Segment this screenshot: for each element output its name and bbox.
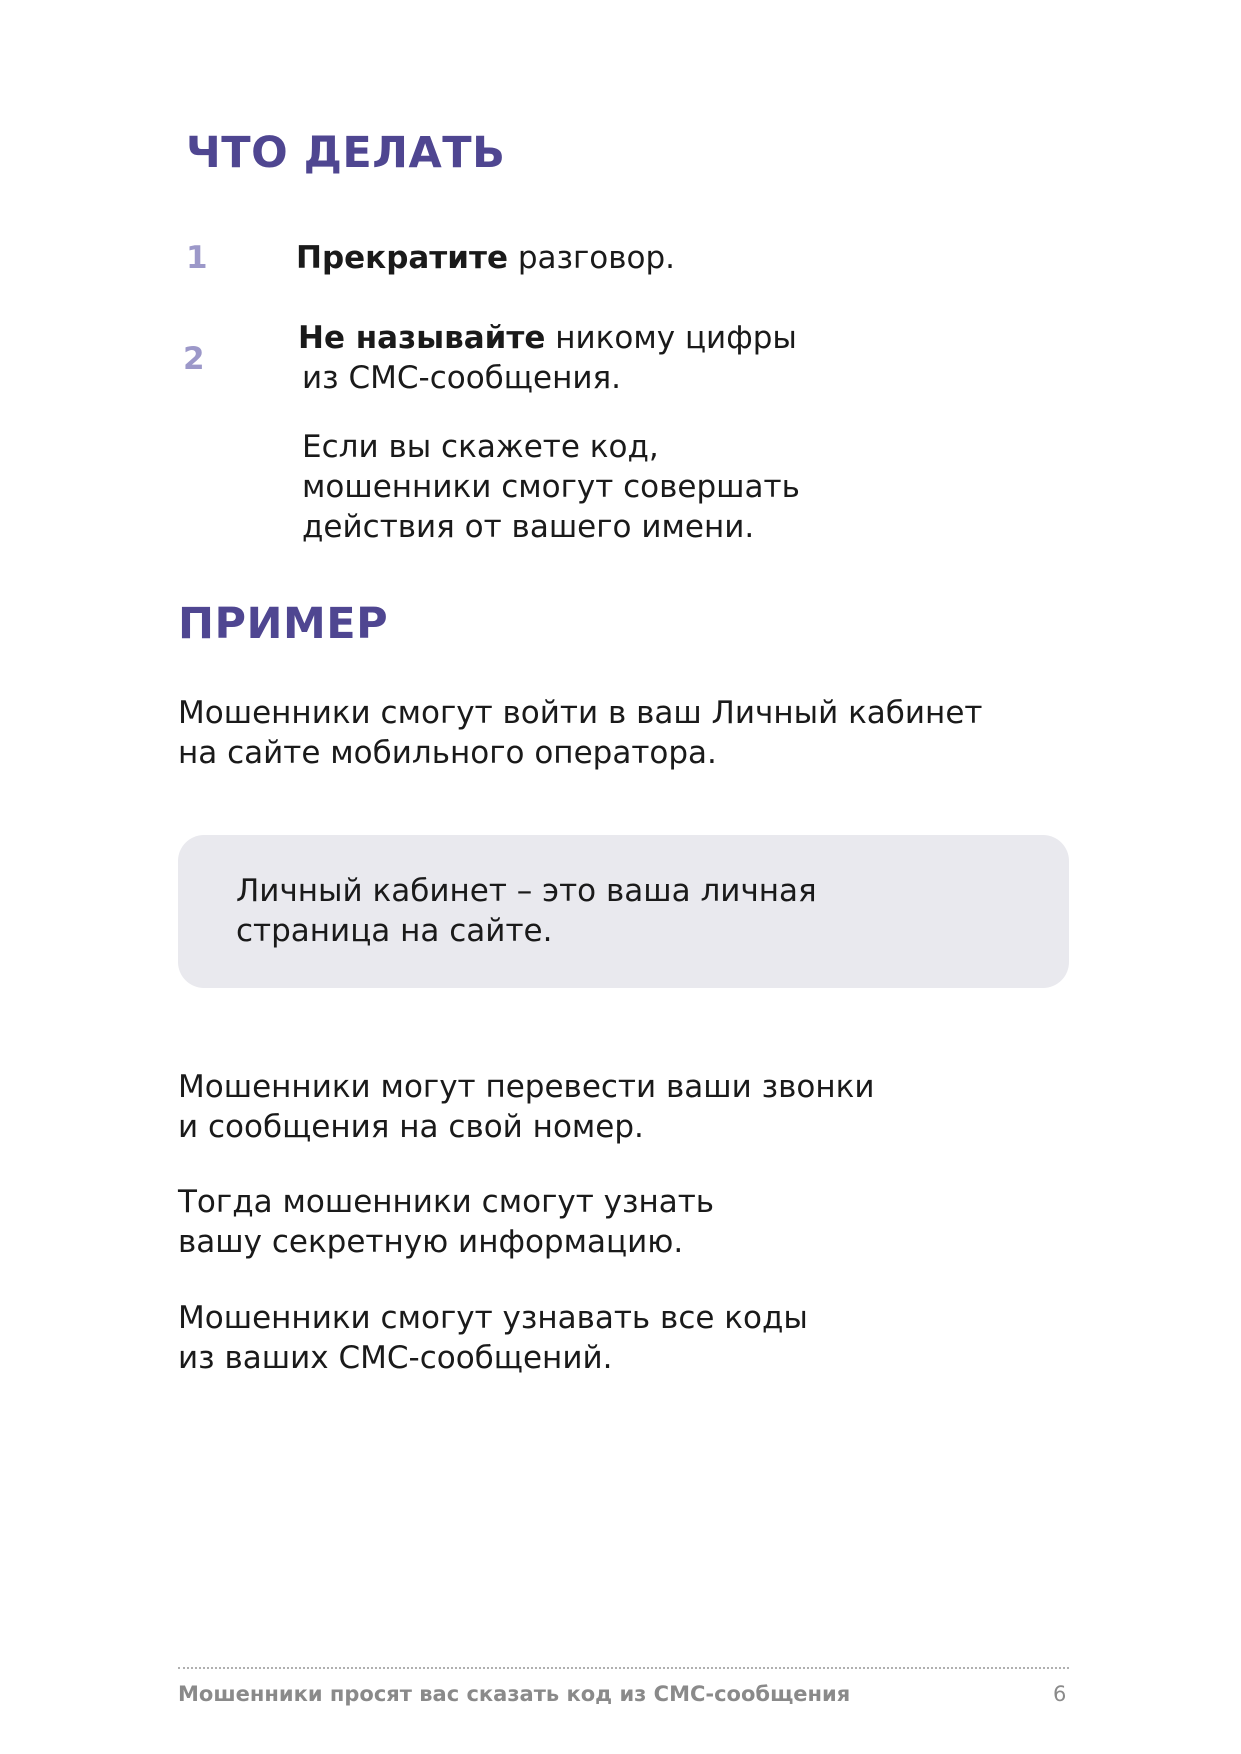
step-1-bold: Прекратите <box>296 240 508 276</box>
step-number-1: 1 <box>186 240 208 276</box>
example-paragraph-4-line-2: из ваших СМС-сообщений. <box>178 1340 613 1376</box>
step-number-2: 2 <box>183 341 205 377</box>
step-1-rest: разговор. <box>508 240 676 276</box>
example-paragraph-3 <box>178 1182 714 1262</box>
example-paragraph-1-line-2: на сайте мобильного оператора. <box>178 735 717 771</box>
definition-box <box>178 835 1069 988</box>
section-title-example: ПРИМЕР <box>178 599 389 649</box>
example-paragraph-2-line-1: Мошенники могут перевести ваши звонки <box>178 1069 875 1105</box>
example-paragraph-4 <box>178 1298 808 1378</box>
example-paragraph-3-line-2: вашу секретную информацию. <box>178 1224 684 1260</box>
step-2-text <box>298 318 797 398</box>
example-paragraph-4-line-1: Мошенники смогут узнавать все коды <box>178 1300 808 1336</box>
step-2-rest: никому цифры <box>545 320 797 356</box>
step-2-line-1 <box>298 318 797 358</box>
definition-text <box>236 871 817 951</box>
step-2-line-2: из СМС-сообщения. <box>302 360 621 396</box>
step-2-note-line-3: действия от вашего имени. <box>302 509 755 545</box>
step-2-note-line-2: мошенники смогут совершать <box>302 469 800 505</box>
example-paragraph-3-line-1: Тогда мошенники смогут узнать <box>178 1184 715 1220</box>
example-paragraph-1 <box>178 693 982 773</box>
step-1-text <box>296 238 675 278</box>
page-number: 6 <box>1053 1682 1067 1706</box>
definition-line-1: Личный кабинет – это ваша личная <box>236 873 817 909</box>
section-title-what-to-do: ЧТО ДЕЛАТЬ <box>186 128 506 178</box>
definition-line-2: страница на сайте. <box>236 913 553 949</box>
footer-divider <box>178 1667 1069 1669</box>
step-2-note-line-1: Если вы скажете код, <box>302 429 659 465</box>
example-paragraph-2-line-2: и сообщения на свой номер. <box>178 1109 644 1145</box>
footer-title: Мошенники просят вас сказать код из СМС-сообщения <box>178 1682 851 1706</box>
step-2-note <box>302 427 800 547</box>
example-paragraph-2 <box>178 1067 875 1147</box>
step-2-bold: Не называйте <box>298 320 546 356</box>
example-paragraph-1-line-1: Мошенники смогут войти в ваш Личный кабинет <box>178 695 983 731</box>
